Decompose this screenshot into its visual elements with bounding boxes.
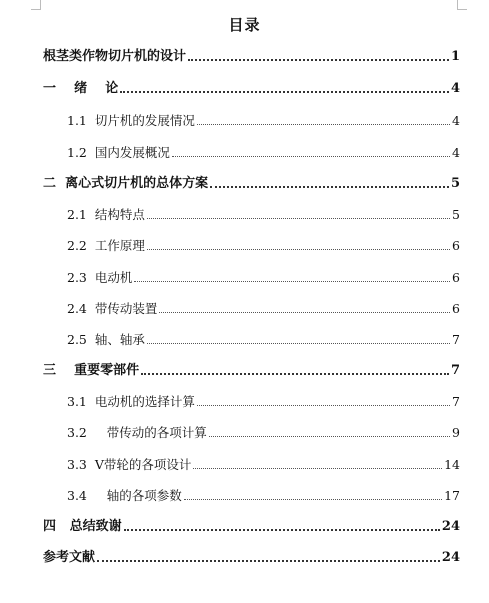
toc-dot-leader (209, 436, 450, 437)
toc-entry-gap (56, 81, 74, 97)
toc-entry-number: 2.1 (67, 207, 87, 222)
toc-dot-leader (210, 186, 449, 188)
toc-dot-leader (147, 249, 450, 250)
toc-entry[interactable] (43, 361, 460, 379)
toc-entry-gap (87, 238, 95, 254)
toc-entry-number: 1.1 (67, 113, 87, 128)
toc-entry[interactable] (43, 47, 460, 65)
toc-dot-leader (124, 529, 440, 531)
toc-entry-number: 3.3 (67, 457, 87, 472)
toc-entry[interactable] (67, 299, 460, 317)
toc-entry-gap (87, 113, 95, 129)
toc-entry[interactable] (67, 455, 460, 473)
toc-entry-text: 切片机的发展情况 (94, 113, 195, 128)
toc-dot-leader (172, 156, 450, 157)
toc-entry[interactable] (43, 548, 460, 566)
toc-entry-gap (87, 145, 95, 161)
toc-dot-leader (134, 281, 450, 282)
toc-entry-text: 根茎类作物切片机的设计 (43, 49, 187, 64)
toc-entry-text: 总结致谢 (69, 519, 122, 534)
toc-dot-leader (188, 59, 449, 61)
toc-entry-page-number: 14 (444, 457, 460, 472)
toc-title: 目录 (228, 16, 261, 34)
toc-entry-number: 三 (43, 363, 57, 378)
toc-entry-gap (87, 270, 95, 286)
toc-entry-gap (87, 394, 95, 410)
toc-entry-text: 电动机的选择计算 (94, 394, 195, 409)
toc-dot-leader (197, 405, 450, 406)
toc-entry-number: 2.5 (67, 332, 87, 347)
toc-entry-gap (87, 488, 107, 504)
toc-entry[interactable] (43, 79, 460, 97)
toc-entry-page-number: 9 (452, 425, 460, 440)
toc-dot-leader (197, 124, 450, 125)
toc-entry[interactable] (67, 268, 460, 286)
toc-entry[interactable] (67, 236, 460, 254)
toc-entry-number: 2.4 (67, 301, 87, 316)
toc-dot-leader (120, 91, 449, 93)
toc-entry-number: 1.2 (67, 145, 87, 160)
toc-entry-text: 带传动装置 (94, 301, 158, 316)
toc-entry[interactable] (67, 330, 460, 348)
toc-entry-text: 轴的各项参数 (106, 488, 182, 503)
toc-entry[interactable] (43, 174, 460, 192)
toc-entry-page-number: 1 (450, 49, 460, 64)
toc-entry-gap (87, 332, 95, 348)
toc-dot-leader (159, 312, 450, 313)
toc-entry-text: 工作原理 (94, 238, 145, 253)
toc-entry-page-number: 17 (444, 488, 460, 503)
toc-entry-page-number: 24 (441, 550, 460, 565)
toc-dot-leader (141, 373, 449, 375)
toc-entry-gap (56, 519, 70, 535)
toc-entry-gap (56, 176, 65, 192)
toc-entry-number: 四 (43, 519, 57, 534)
toc-entry-gap (87, 425, 107, 441)
toc-entry-text: 绪 论 (74, 81, 119, 96)
toc-entry-number: 3.1 (67, 394, 87, 409)
toc-entry[interactable] (67, 205, 460, 223)
toc-entry-page-number: 6 (452, 238, 460, 253)
toc-entry[interactable] (67, 392, 460, 410)
toc-entry-page-number: 7 (452, 332, 460, 347)
toc-entry-text: 轴、轴承 (94, 332, 145, 347)
toc-dot-leader (184, 499, 442, 500)
toc-entry-text: 电动机 (94, 270, 133, 285)
toc-entry-page-number: 6 (452, 270, 460, 285)
toc-entry[interactable] (67, 111, 460, 129)
toc-dot-leader (193, 468, 442, 469)
toc-entry-text: 结构特点 (94, 207, 145, 222)
toc-entry-page-number: 4 (452, 113, 460, 128)
toc-entry[interactable] (67, 486, 460, 504)
toc-entry-number: 二 (43, 176, 57, 191)
toc-entry-text: 离心式切片机的总体方案 (65, 176, 209, 191)
toc-entry-gap (56, 363, 74, 379)
toc-entry-page-number: 6 (452, 301, 460, 316)
toc-entry-text: 国内发展概况 (94, 145, 170, 160)
toc-entry-page-number: 7 (452, 394, 460, 409)
toc-entry-page-number: 5 (450, 176, 460, 191)
toc-entry-page-number: 7 (450, 363, 460, 378)
toc-entry-number: 3.2 (67, 425, 87, 440)
toc-entry-gap (87, 207, 95, 223)
toc-entry-page-number: 4 (452, 145, 460, 160)
toc-entry-page-number: 4 (450, 81, 460, 96)
toc-entry-number: 一 (43, 81, 57, 96)
toc-entry[interactable] (67, 143, 460, 161)
toc-entry-gap (87, 457, 95, 473)
toc-dot-leader (147, 343, 450, 344)
toc-dot-leader (147, 218, 450, 219)
toc-entry-text: 带传动的各项计算 (106, 425, 207, 440)
toc-entry-text: 参考文献 (43, 550, 96, 565)
toc-entry-page-number: 24 (441, 519, 460, 534)
toc-entry-text: 重要零部件 (74, 363, 140, 378)
toc-entry[interactable] (43, 517, 460, 535)
toc-entry-number: 3.4 (67, 488, 87, 503)
toc-entry-page-number: 5 (452, 207, 460, 222)
toc-entry-number: 2.2 (67, 238, 87, 253)
toc-entry-text: V带轮的各项设计 (94, 457, 192, 472)
toc-entry-gap (87, 301, 95, 317)
toc-dot-leader (97, 560, 440, 562)
toc-entry[interactable] (67, 423, 460, 441)
toc-entry-number: 2.3 (67, 270, 87, 285)
